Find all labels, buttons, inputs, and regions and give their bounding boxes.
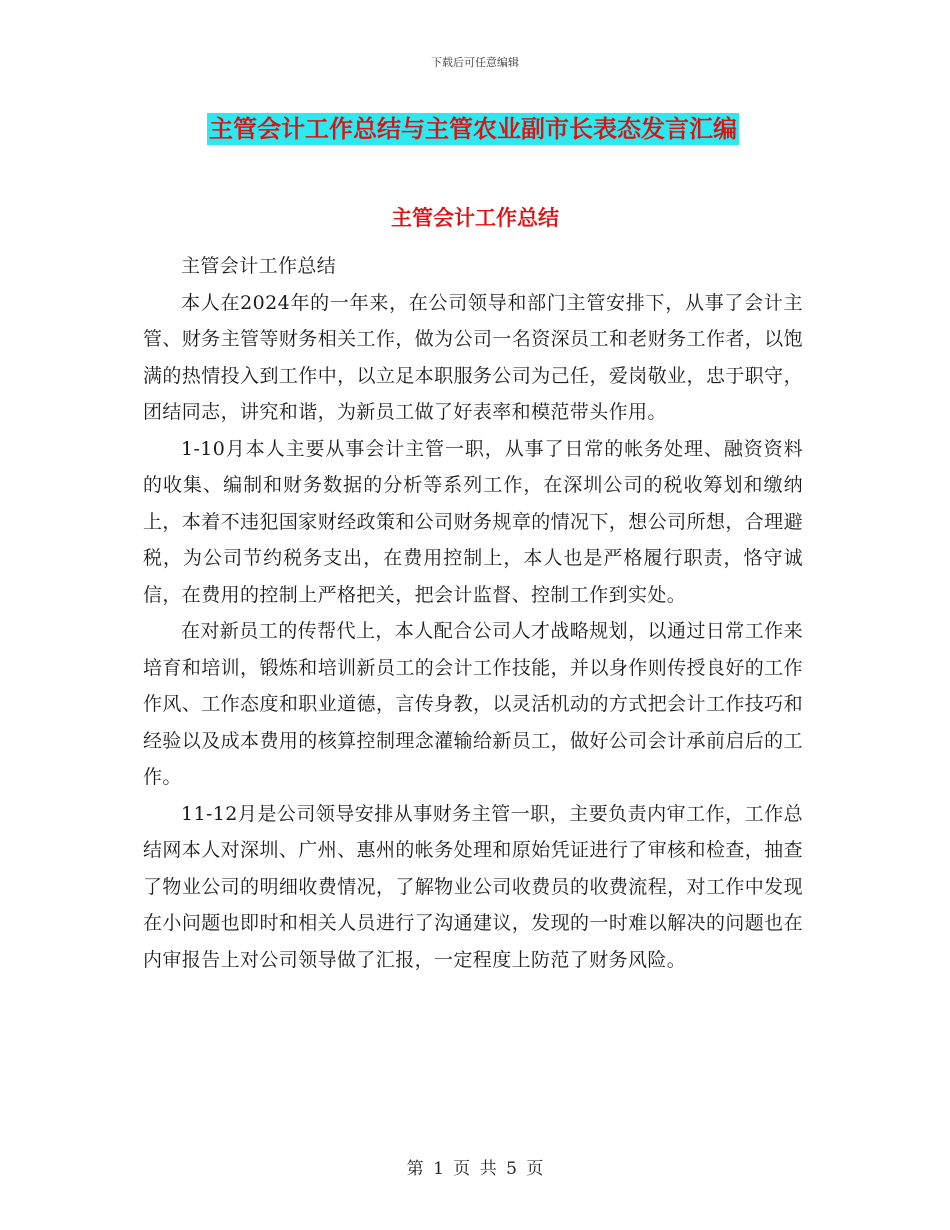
paragraph: 1-10月本人主要从事会计主管一职，从事了日常的帐务处理、融资资料的收集、编制和财务数据的分析等系列工作，在深圳公司的税收筹划和缴纳上，本着不违犯国家财经政策和公司财务规章的情况下，想公司所想，合理避税，为公司节约税务支出，在费用控制上，本人也是严格履行职责，恪守诚信，在费用的控制上严格把关，把会计监督、控制工作到实处。 — [143, 437, 803, 606]
paragraph: 本人在2024年的一年来，在公司领导和部门主管安排下，从事了会计主管、财务主管等财务相关工作，做为公司一名资深员工和老财务工作者，以饱满的热情投入到工作中，以立足本职服务公司为己任，爱岗敬业，忠于职守，团结同志，讲究和谐，为新员工做了好表率和模范带头作用。 — [143, 291, 803, 423]
paragraph: 在对新员工的传帮代上，本人配合公司人才战略规划，以通过日常工作来培育和培训，锻炼和培训新员工的会计工作技能，并以身作则传授良好的工作作风、工作态度和职业道德，言传身教，以灵活机动的方式把会计工作技巧和经验以及成本费用的核算控制理念灌输给新员工，做好公司会计承前启后的工作。 — [143, 620, 803, 788]
page-number: 第 1 页 共 5 页 — [406, 1159, 544, 1179]
section-title: 主管会计工作总结 — [391, 206, 559, 230]
body-text — [143, 248, 803, 978]
paragraph: 主管会计工作总结 — [181, 255, 337, 277]
header-note: 下载后可任意编辑 — [431, 56, 519, 69]
paragraph: 11-12月是公司领导安排从事财务主管一职，主要负责内审工作，工作总结网本人对深圳、广州、惠州的帐务处理和原始凭证进行了审核和检查，抽查了物业公司的明细收费情况，了解物业公司收费员的收费流程，对工作中发现在小问题也即时和相关人员进行了沟通建议，发现的一时难以解决的问题也在内审报告上对公司领导做了汇报，一定程度上防范了财务风险。 — [143, 802, 803, 971]
document-title: 主管会计工作总结与主管农业副市长表态发言汇编 — [209, 115, 737, 143]
